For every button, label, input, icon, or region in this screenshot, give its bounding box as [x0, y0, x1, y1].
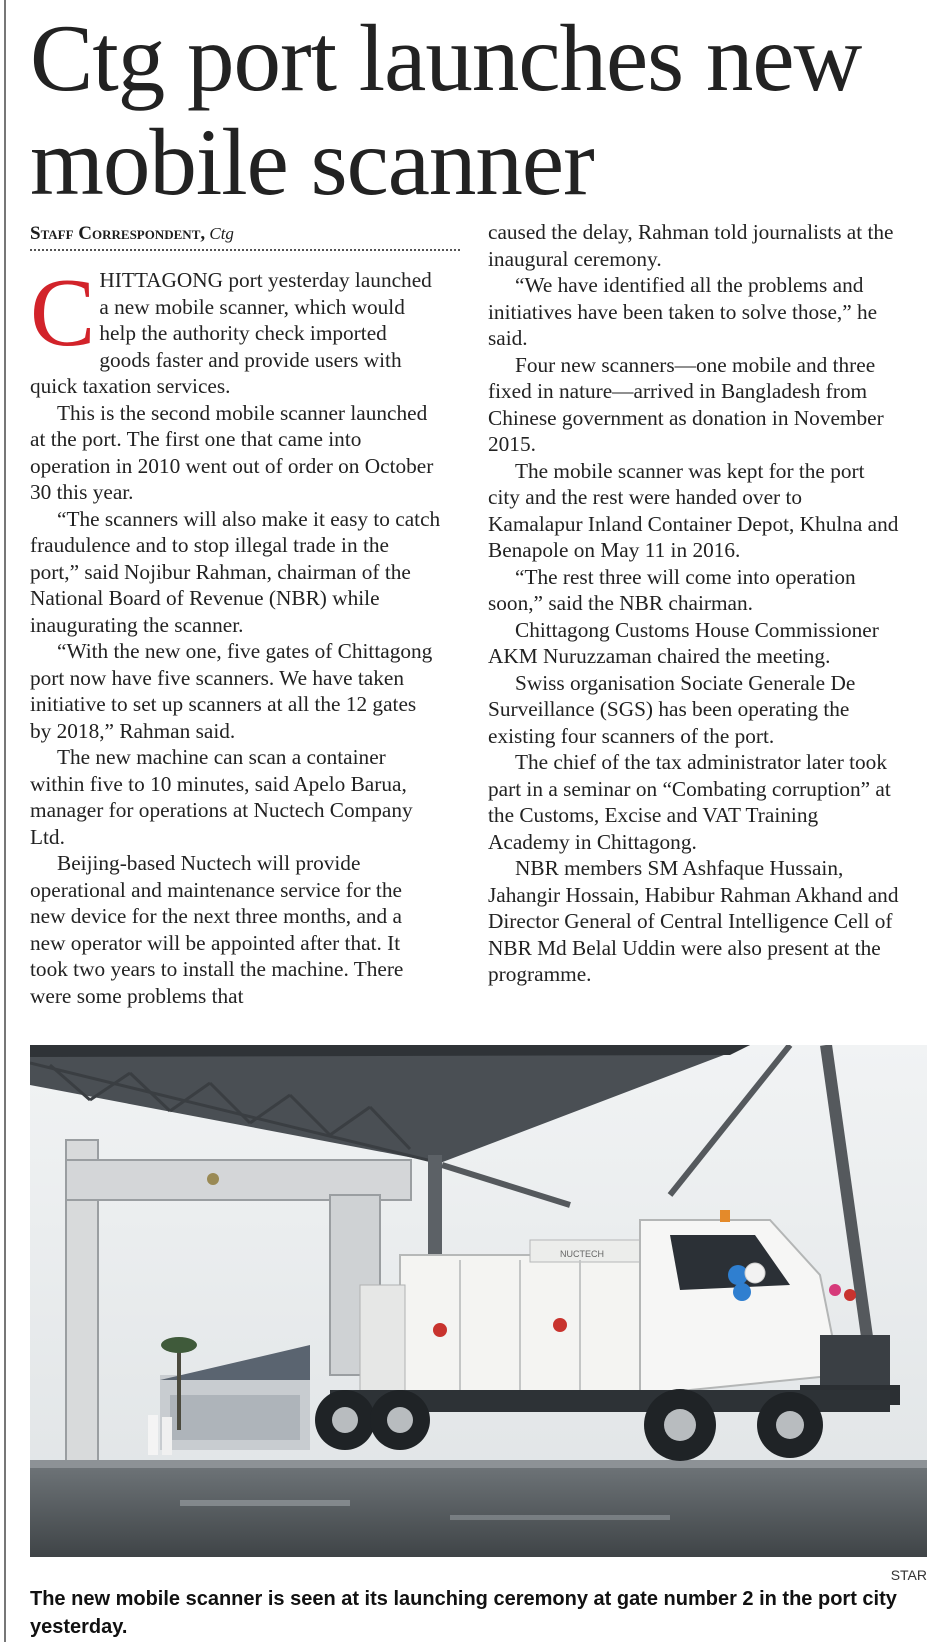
paragraph: “With the new one, five gates of Chittagong port now have five scanners. We have taken initiative to set up scanners at all the 12 gates by 2018,” Rahman said.: [30, 639, 433, 743]
news-photo: [30, 1045, 927, 1557]
headline: Ctg port launches new mobile scanner: [30, 5, 862, 215]
paragraph: This is the second mobile scanner launched at the port. The first one that came into operation in 2010 went out of order on October 30 this year.: [30, 400, 434, 504]
paragraph: “The rest three will come into operation soon,” said the NBR chairman.: [488, 564, 856, 615]
byline: [30, 222, 460, 251]
photo-credit: STAR: [890, 1567, 927, 1583]
paragraph: Four new scanners—one mobile and three fixed in nature—arrived in Bangladesh from Chinese government as donation in November 2015.: [488, 352, 884, 456]
paragraph: “We have identified all the problems and initiatives have been taken to solve those,” he said.: [488, 273, 878, 350]
photo-caption: The new mobile scanner is seen at its launching ceremony at gate number 2 in the port city yesterday.: [30, 1588, 897, 1638]
paragraph: The new machine can scan a container within five to 10 minutes, said Apelo Barua, manager for operations at Nuctech Company Ltd.: [30, 745, 413, 849]
paragraph: Chittagong Customs House Commissioner AKM Nuruzzaman chaired the meeting.: [488, 617, 879, 668]
lead-text: HITTAGONG port yesterday launched a new mobile scanner, which would help the authority check imported goods faster and provide users with quick taxation services.: [30, 268, 432, 398]
paragraph: “The scanners will also make it easy to catch fraudulence and to stop illegal trade in the port,” said Nojibur Rahman, chairman of the National Board of Revenue (NBR) while inaugurating the scanner.: [30, 506, 441, 637]
byline-author: Staff Correspondent,: [30, 223, 206, 244]
lead-paragraph: [30, 259, 442, 400]
paragraph: NBR members SM Ashfaque Hussain, Jahangir Hossain, Habibur Rahman Akhand and Director General of Central Intelligence Cell of NBR Md Belal Uddin were also present at the programme.: [488, 856, 899, 986]
paragraph: The mobile scanner was kept for the port city and the rest were handed over to Kamalapur Inland Container Depot, Khulna and Benapole on May 11 in 2016.: [488, 458, 899, 562]
truck-brand-text: NUCTECH: [560, 1249, 604, 1259]
drop-cap: C: [30, 259, 96, 367]
column-rule: [4, 0, 6, 1642]
paragraph: Beijing-based Nuctech will provide operational and maintenance service for the new device for the next three months, and a new operator will be appointed after that. It took two years to install the machine. There were some problems that: [30, 851, 404, 1008]
paragraph: The chief of the tax administrator later took part in a seminar on “Combating corruption” at the Customs, Excise and VAT Training Academy in Chittagong.: [488, 750, 891, 854]
byline-place: Ctg: [209, 224, 234, 243]
continuation-paragraph: caused the delay, Rahman told journalists at the inaugural ceremony.: [488, 220, 894, 271]
paragraph: Swiss organisation Sociate Generale De Surveillance (SGS) has been operating the existing four scanners of the port.: [488, 670, 856, 748]
right-column: [488, 219, 900, 988]
left-column: [30, 259, 442, 1009]
scanner-truck-illustration: [30, 1045, 927, 1557]
